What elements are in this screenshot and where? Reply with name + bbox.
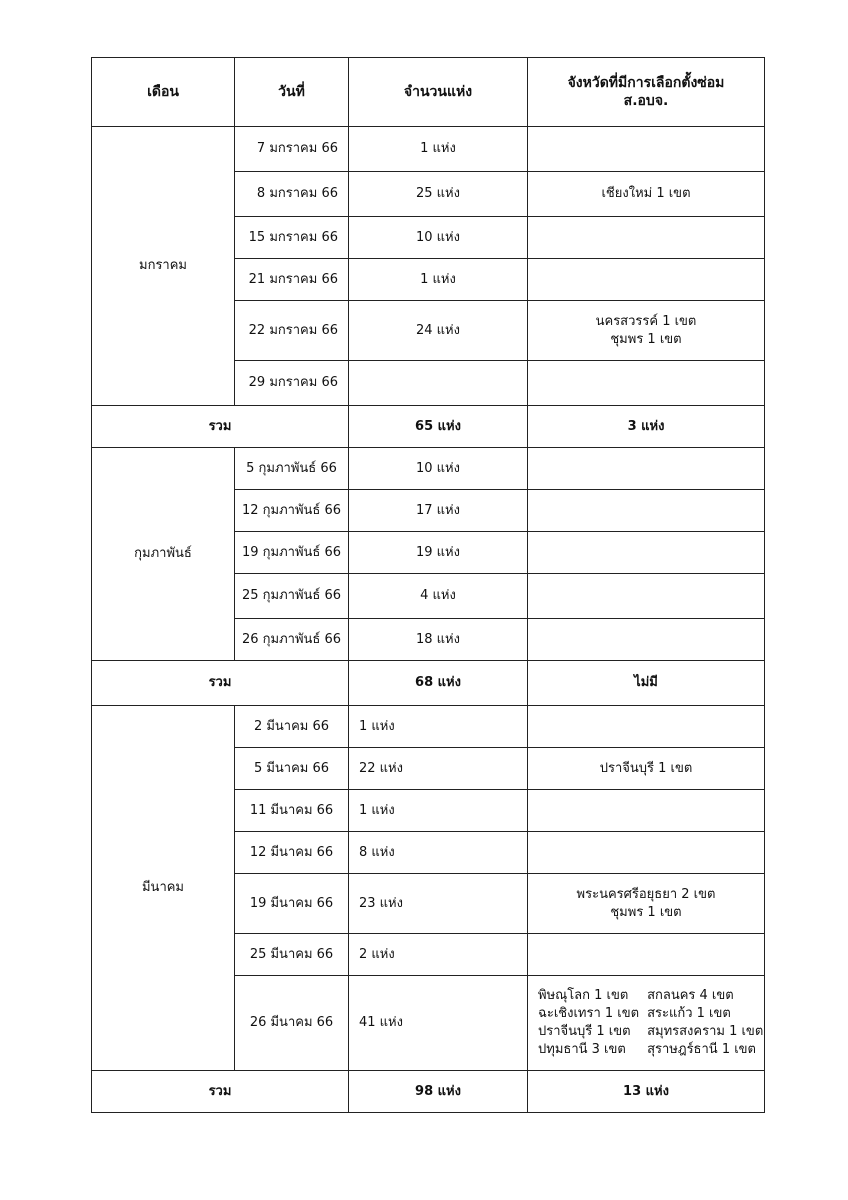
election-table: [91, 57, 765, 1113]
province-cell: [528, 832, 765, 874]
province-cell: [528, 574, 765, 619]
count-cell: 4 แห่ง: [349, 574, 528, 619]
province-item: ปราจีนบุรี 1 เขต: [538, 1024, 631, 1039]
province-cell: [528, 976, 765, 1071]
count-cell: 8 แห่ง: [349, 832, 528, 874]
province-cell: [528, 619, 765, 661]
province-cell: [528, 448, 765, 490]
province-item: ฉะเชิงเทรา 1 เขต: [538, 1006, 640, 1021]
date-cell: 7 มกราคม 66: [235, 127, 349, 172]
count-cell: 18 แห่ง: [349, 619, 528, 661]
province-line: พระนครศรีอยุธยา 2 เขต: [576, 886, 716, 902]
province-line: นครสวรรค์ 1 เขต: [595, 313, 697, 329]
count-cell: [349, 361, 528, 406]
date-cell: 12 มีนาคม 66: [235, 832, 349, 874]
header-month: เดือน: [92, 58, 235, 127]
date-cell: 26 มีนาคม 66: [235, 976, 349, 1071]
province-cell: [528, 259, 765, 301]
count-cell: 24 แห่ง: [349, 301, 528, 361]
total-provinces: ไม่มี: [528, 661, 765, 706]
date-cell: 25 มีนาคม 66: [235, 934, 349, 976]
date-cell: 12 กุมภาพันธ์ 66: [235, 490, 349, 532]
total-label: รวม: [92, 1071, 349, 1113]
province-cell: [528, 934, 765, 976]
count-cell: 1 แห่ง: [349, 706, 528, 748]
count-cell: 1 แห่ง: [349, 127, 528, 172]
date-cell: 5 มีนาคม 66: [235, 748, 349, 790]
date-cell: 26 กุมภาพันธ์ 66: [235, 619, 349, 661]
total-count: 65 แห่ง: [349, 406, 528, 448]
count-cell: 10 แห่ง: [349, 217, 528, 259]
province-grid: [528, 987, 764, 1059]
count-cell: 2 แห่ง: [349, 934, 528, 976]
province-cell: [528, 706, 765, 748]
date-cell: 19 มีนาคม 66: [235, 874, 349, 934]
total-row: [92, 1071, 765, 1113]
province-cell: เชียงใหม่ 1 เขต: [528, 172, 765, 217]
total-count: 98 แห่ง: [349, 1071, 528, 1113]
province-item: พิษณุโลก 1 เขต: [538, 988, 629, 1003]
province-cell: [528, 874, 765, 934]
month-cell: มีนาคม: [92, 706, 235, 1071]
date-cell: 25 กุมภาพันธ์ 66: [235, 574, 349, 619]
month-cell: กุมภาพันธ์: [92, 448, 235, 661]
table-row: [92, 127, 765, 172]
total-provinces: 13 แห่ง: [528, 1071, 765, 1113]
count-cell: 41 แห่ง: [349, 976, 528, 1071]
total-row: [92, 406, 765, 448]
count-cell: 1 แห่ง: [349, 790, 528, 832]
header-provinces-line2: ส.อบจ.: [623, 93, 669, 109]
count-cell: 25 แห่ง: [349, 172, 528, 217]
date-cell: 22 มกราคม 66: [235, 301, 349, 361]
total-label: รวม: [92, 661, 349, 706]
count-cell: 22 แห่ง: [349, 748, 528, 790]
count-cell: 17 แห่ง: [349, 490, 528, 532]
header-count: จำนวนแห่ง: [349, 58, 528, 127]
province-item: ปทุมธานี 3 เขต: [538, 1042, 626, 1057]
province-item: สมุทรสงคราม 1 เขต: [647, 1024, 764, 1039]
province-item: สกลนคร 4 เขต: [647, 988, 734, 1003]
total-provinces: 3 แห่ง: [528, 406, 765, 448]
header-row: [92, 58, 765, 127]
date-cell: 21 มกราคม 66: [235, 259, 349, 301]
total-row: [92, 661, 765, 706]
province-cell: ปราจีนบุรี 1 เขต: [528, 748, 765, 790]
province-line: ชุมพร 1 เขต: [610, 904, 682, 920]
province-cell: [528, 790, 765, 832]
province-cell: [528, 532, 765, 574]
header-date: วันที่: [235, 58, 349, 127]
province-cell: [528, 490, 765, 532]
date-cell: 11 มีนาคม 66: [235, 790, 349, 832]
header-provinces-line1: จังหวัดที่มีการเลือกตั้งซ่อม: [567, 75, 725, 91]
date-cell: 29 มกราคม 66: [235, 361, 349, 406]
table-row: [92, 448, 765, 490]
province-cell: [528, 361, 765, 406]
date-cell: 2 มีนาคม 66: [235, 706, 349, 748]
month-cell: มกราคม: [92, 127, 235, 406]
count-cell: 23 แห่ง: [349, 874, 528, 934]
date-cell: 15 มกราคม 66: [235, 217, 349, 259]
total-label: รวม: [92, 406, 349, 448]
date-cell: 5 กุมภาพันธ์ 66: [235, 448, 349, 490]
province-cell: [528, 217, 765, 259]
date-cell: 8 มกราคม 66: [235, 172, 349, 217]
count-cell: 10 แห่ง: [349, 448, 528, 490]
province-cell: [528, 127, 765, 172]
province-item: สระแก้ว 1 เขต: [647, 1006, 731, 1021]
table-row: [92, 706, 765, 748]
total-count: 68 แห่ง: [349, 661, 528, 706]
date-cell: 19 กุมภาพันธ์ 66: [235, 532, 349, 574]
province-line: ชุมพร 1 เขต: [610, 331, 682, 347]
province-cell: [528, 301, 765, 361]
count-cell: 19 แห่ง: [349, 532, 528, 574]
province-item: สุราษฎร์ธานี 1 เขต: [647, 1042, 756, 1057]
count-cell: 1 แห่ง: [349, 259, 528, 301]
header-provinces: [528, 58, 765, 127]
